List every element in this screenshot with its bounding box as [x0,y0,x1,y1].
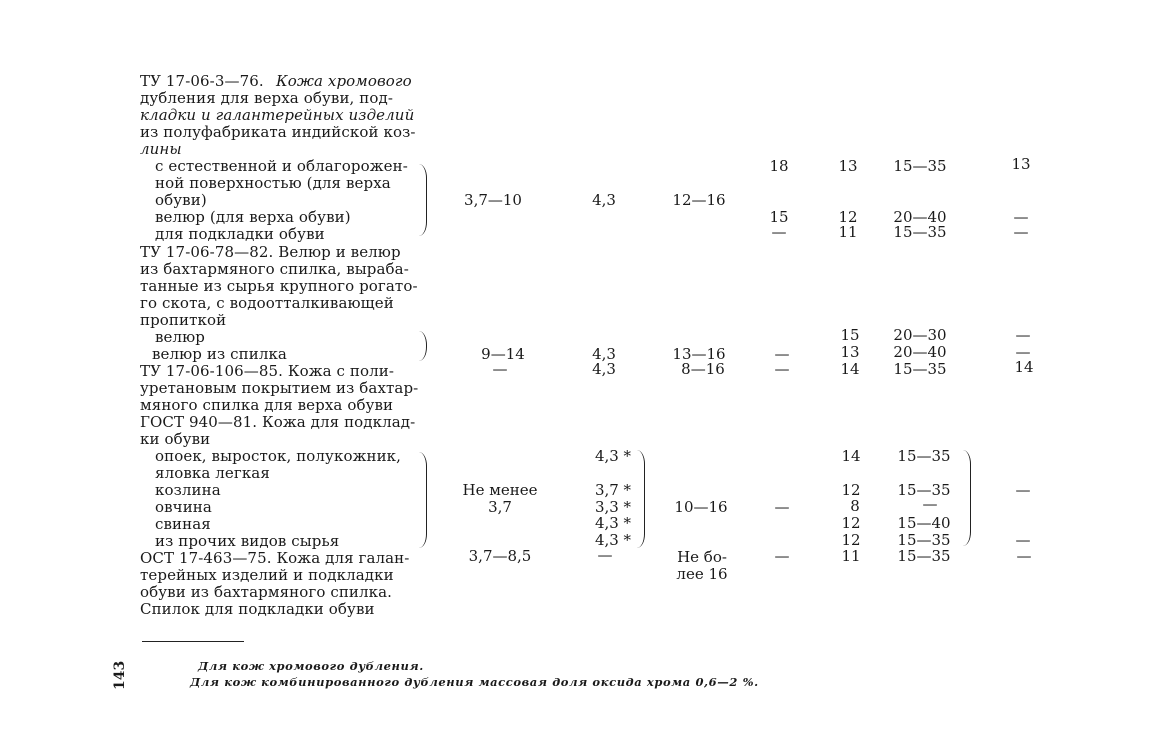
chrome-title-line-1b: Кожа хромового [276,72,412,90]
chrome-sub1-line-3: обуви) [155,191,207,209]
gost-c5-5: 12 [841,531,861,549]
gost-c2-1: 4,3 * [594,447,632,465]
chrome-sub3: для подкладки обуви [155,225,325,243]
ost-c5: 11 [841,547,861,565]
velour-title-line-2: из бахтармяного спилка, выраба- [140,260,409,278]
velour-c2: 4,3 [592,345,616,363]
gost-c6-4: 15—40 [897,514,951,532]
velour-r1-c7: — [1015,326,1031,344]
chrome-r1-c5: 13 [838,157,858,175]
velour-title-line-1: ТУ 17-06-78—82. Велюр и велюр [140,243,401,261]
footnote-rule [142,641,244,642]
chrome-r3-c7: — [1013,223,1029,241]
chrome-title-line-5: лины [140,140,182,158]
gost-c6-2: 15—35 [897,481,951,499]
velour-r1-c5: 15 [840,326,860,344]
gost-sub-6: из прочих видов сырья [155,532,340,550]
tu106-c7: 14 [1014,358,1034,376]
page-number: 143 [112,660,128,690]
gost-sub-4: овчина [155,498,212,516]
gost-sub-3: козлина [155,481,221,499]
velour-r1-c6: 20—30 [893,326,947,344]
chrome-c1: 3,7—10 [464,191,522,209]
gost-c5-3: 8 [850,497,860,515]
velour-c1: 9—14 [481,345,525,363]
gost-brace [418,452,427,548]
gost-c6-1: 15—35 [897,447,951,465]
chrome-brace [418,164,427,236]
tu106-c6: 15—35 [893,360,947,378]
gost-c2-brace [636,450,645,548]
ost-c3a: Не бо- [677,548,727,566]
chrome-r3-c4: — [771,223,787,241]
velour-brace [418,331,427,361]
ost-c4: — [774,547,790,565]
ost-line-4: Спилок для подкладки обуви [140,600,375,618]
footnote-2: Для кож комбинированного дубления массовая доля оксида хрома 0,6—2 %. [190,675,759,689]
gost-c6-brace [962,450,971,546]
gost-sub-1: опоек, выросток, полукожник, [155,447,402,465]
ost-c3b: лее 16 [676,565,728,583]
velour-c4: — [774,345,790,363]
tu106-c4: — [774,360,790,378]
gost-c6-5: 15—35 [897,531,951,549]
ost-c1: 3,7—8,5 [468,547,532,565]
chrome-title-line-3: кладки и галантерейных изделий [140,106,415,124]
chrome-title-line-1a: ТУ 17-06-3—76. [140,72,264,90]
gost-c2-4: 4,3 * [594,514,632,532]
ost-c7: — [1016,547,1032,565]
chrome-r2-c7: — [1013,208,1029,226]
velour-r2-c5: 13 [840,343,860,361]
gost-line-2: ки обуви [140,430,211,448]
ost-c2: — [597,546,613,564]
velour-r2-c7: — [1015,343,1031,361]
velour-title-line-3: танные из сырья крупного рогато- [140,277,418,295]
gost-c5-4: 12 [841,514,861,532]
chrome-title-line-4: из полуфабриката индийской коз- [140,123,416,141]
ost-c6: 15—35 [897,547,951,565]
velour-sub2: велюр из спилка [152,345,287,363]
tu106-c5: 14 [840,360,860,378]
gost-c2-3: 3,3 * [594,498,632,516]
ost-line-3: обуви из бахтармяного спилка. [140,583,393,601]
velour-title-line-4: го скота, с водоотталкивающей [140,294,394,312]
chrome-title-line-2: дубления для верха обуви, под- [140,89,394,107]
gost-line-1: ГОСТ 940—81. Кожа для подклад- [140,413,416,431]
gost-c2-2: 3,7 * [594,481,632,499]
chrome-r2-c5: 12 [838,208,858,226]
chrome-c2: 4,3 [592,191,616,209]
gost-c1b: 3,7 [488,498,512,516]
velour-title-line-5: пропиткой [140,311,227,329]
gost-c2-5: 4,3 * [594,531,632,549]
velour-sub1: велюр [155,328,206,346]
chrome-r1-c4: 18 [769,157,789,175]
gost-c5-1: 14 [841,447,861,465]
chrome-r1-c7: 13 [1011,155,1031,173]
footnote-1: Для кож хромового дубления. [198,659,424,673]
tu106-line-3: мяного спилка для верха обуви [140,396,394,414]
tu106-line-1: ТУ 17-06-106—85. Кожа с поли- [140,362,395,380]
tu106-line-2: уретановым покрытием из бахтар- [140,379,419,397]
gost-c5-2: 12 [841,481,861,499]
chrome-sub1-line-2: ной поверхностью (для верха [155,174,391,192]
velour-c3: 13—16 [672,345,726,363]
gost-c6-3: — [922,495,938,513]
chrome-sub1-line-1: с естественной и облагорожен- [155,157,408,175]
gost-c4: — [774,498,790,516]
chrome-r1-c6: 15—35 [893,157,947,175]
tu106-c2: 4,3 [592,360,616,378]
gost-c7-last: — [1015,531,1031,549]
chrome-sub2: велюр (для верха обуви) [155,208,351,226]
gost-c1a: Не менее [462,481,538,499]
chrome-r2-c6: 20—40 [893,208,947,226]
chrome-r2-c4: 15 [769,208,789,226]
chrome-c3: 12—16 [672,191,726,209]
gost-sub-5: свиная [155,515,211,533]
tu106-c3: 8—16 [681,360,725,378]
gost-sub-2: яловка легкая [155,464,270,482]
chrome-r3-c6: 15—35 [893,223,947,241]
chrome-r3-c5: 11 [838,223,858,241]
ost-line-2: терейных изделий и подкладки [140,566,394,584]
gost-c3: 10—16 [674,498,728,516]
tu106-c1: — [492,360,508,378]
gost-c7: — [1015,481,1031,499]
velour-r2-c6: 20—40 [893,343,947,361]
ost-line-1: ОСТ 17-463—75. Кожа для галан- [140,549,410,567]
